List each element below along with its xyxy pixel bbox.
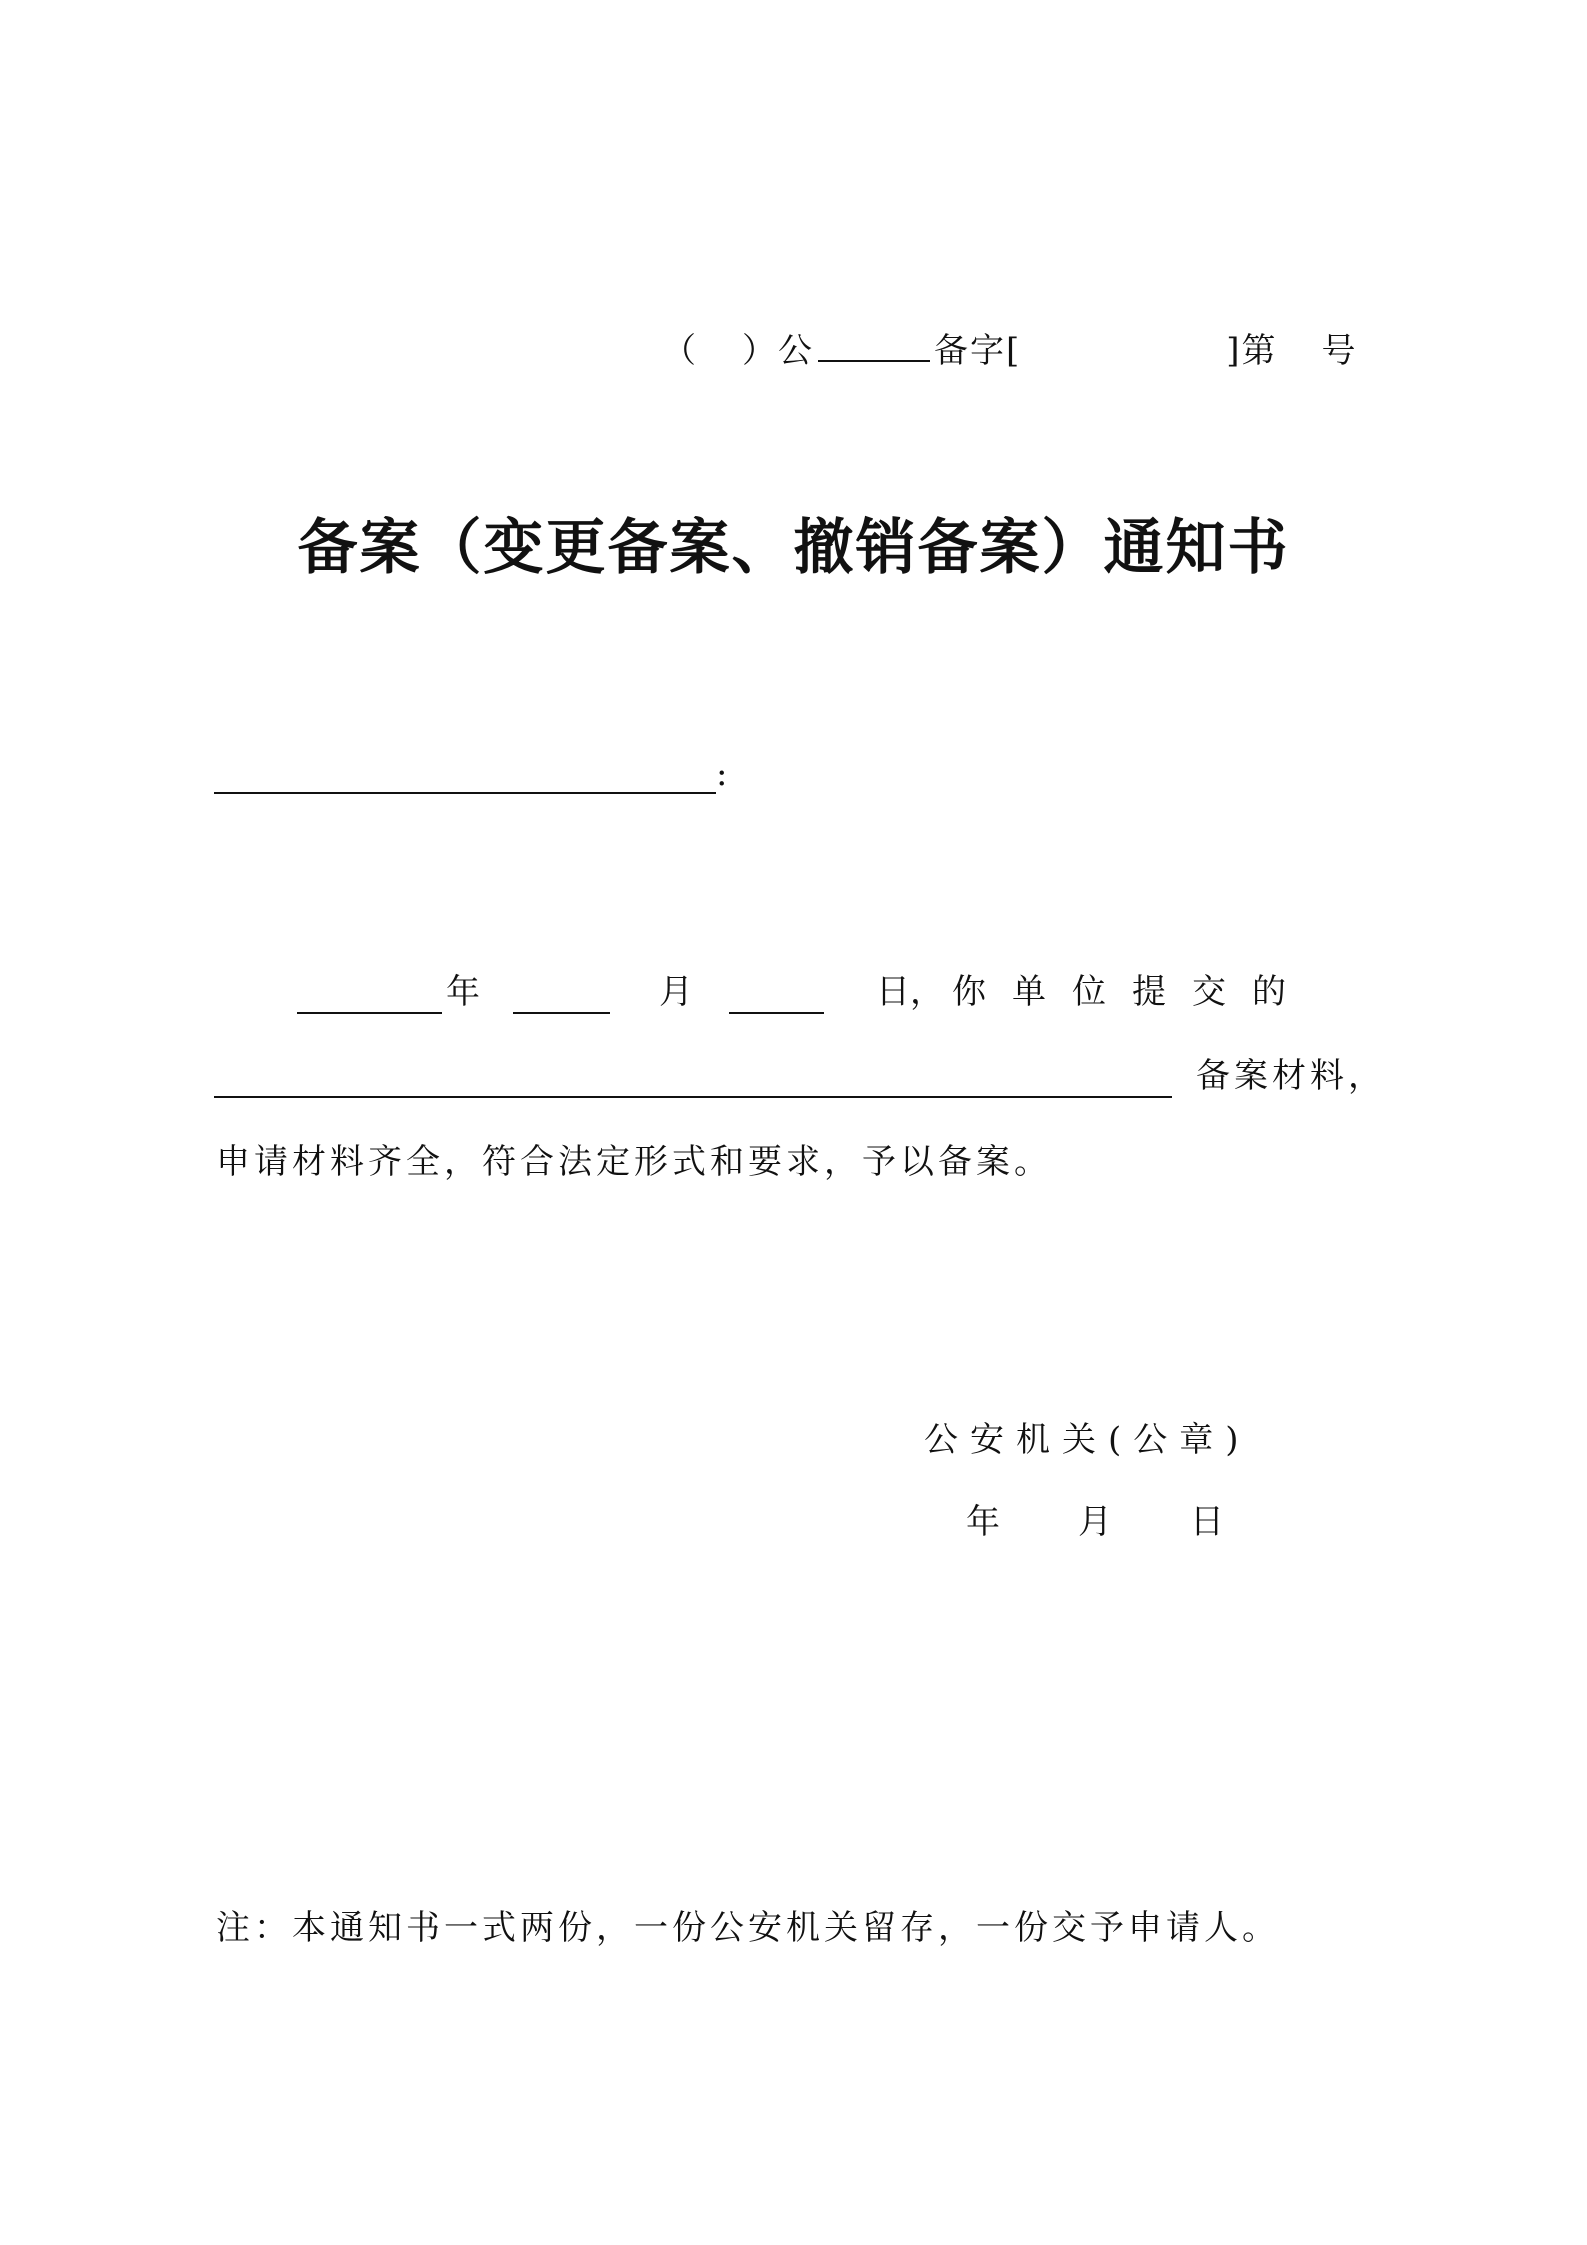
file-number-close-bracket: ]第 [1226,331,1278,371]
day-blank [729,1012,824,1014]
submitted-text: 你单位提交的 [952,972,1312,1012]
month-blank [513,1012,610,1014]
month-label: 月 [659,972,693,1012]
year-label: 年 [446,972,480,1012]
file-number-beizi: 备字[ [934,331,1022,371]
footnote: 注：本通知书一式两份，一份公安机关留存，一份交予申请人。 [216,1908,1280,1948]
file-number-gong: 公 [778,331,814,371]
year-blank [297,1012,442,1014]
issue-date-year: 年 [966,1502,1000,1542]
addressee-blank [214,792,716,794]
file-number-close-paren: ） [742,331,778,371]
file-number-open-paren: （ [662,331,698,371]
issue-date-month: 月 [1078,1502,1112,1542]
approval-text: 申请材料齐全，符合法定形式和要求，予以备案。 [216,1142,1052,1182]
file-number-line [662,330,1358,371]
issue-date-day: 日 [1190,1502,1224,1542]
day-label: 日， [876,972,944,1012]
material-blank [214,1096,1172,1098]
page-title: 备案（变更备案、撤销备案）通知书 [297,513,1290,583]
file-number-blank [818,330,930,362]
material-label: 备案材料， [1196,1056,1386,1096]
file-number-hao: 号 [1321,331,1358,371]
issue-date [966,1502,1224,1542]
authority-seal: 公安机关(公章) [924,1420,1251,1460]
addressee-colon: : [716,754,728,794]
